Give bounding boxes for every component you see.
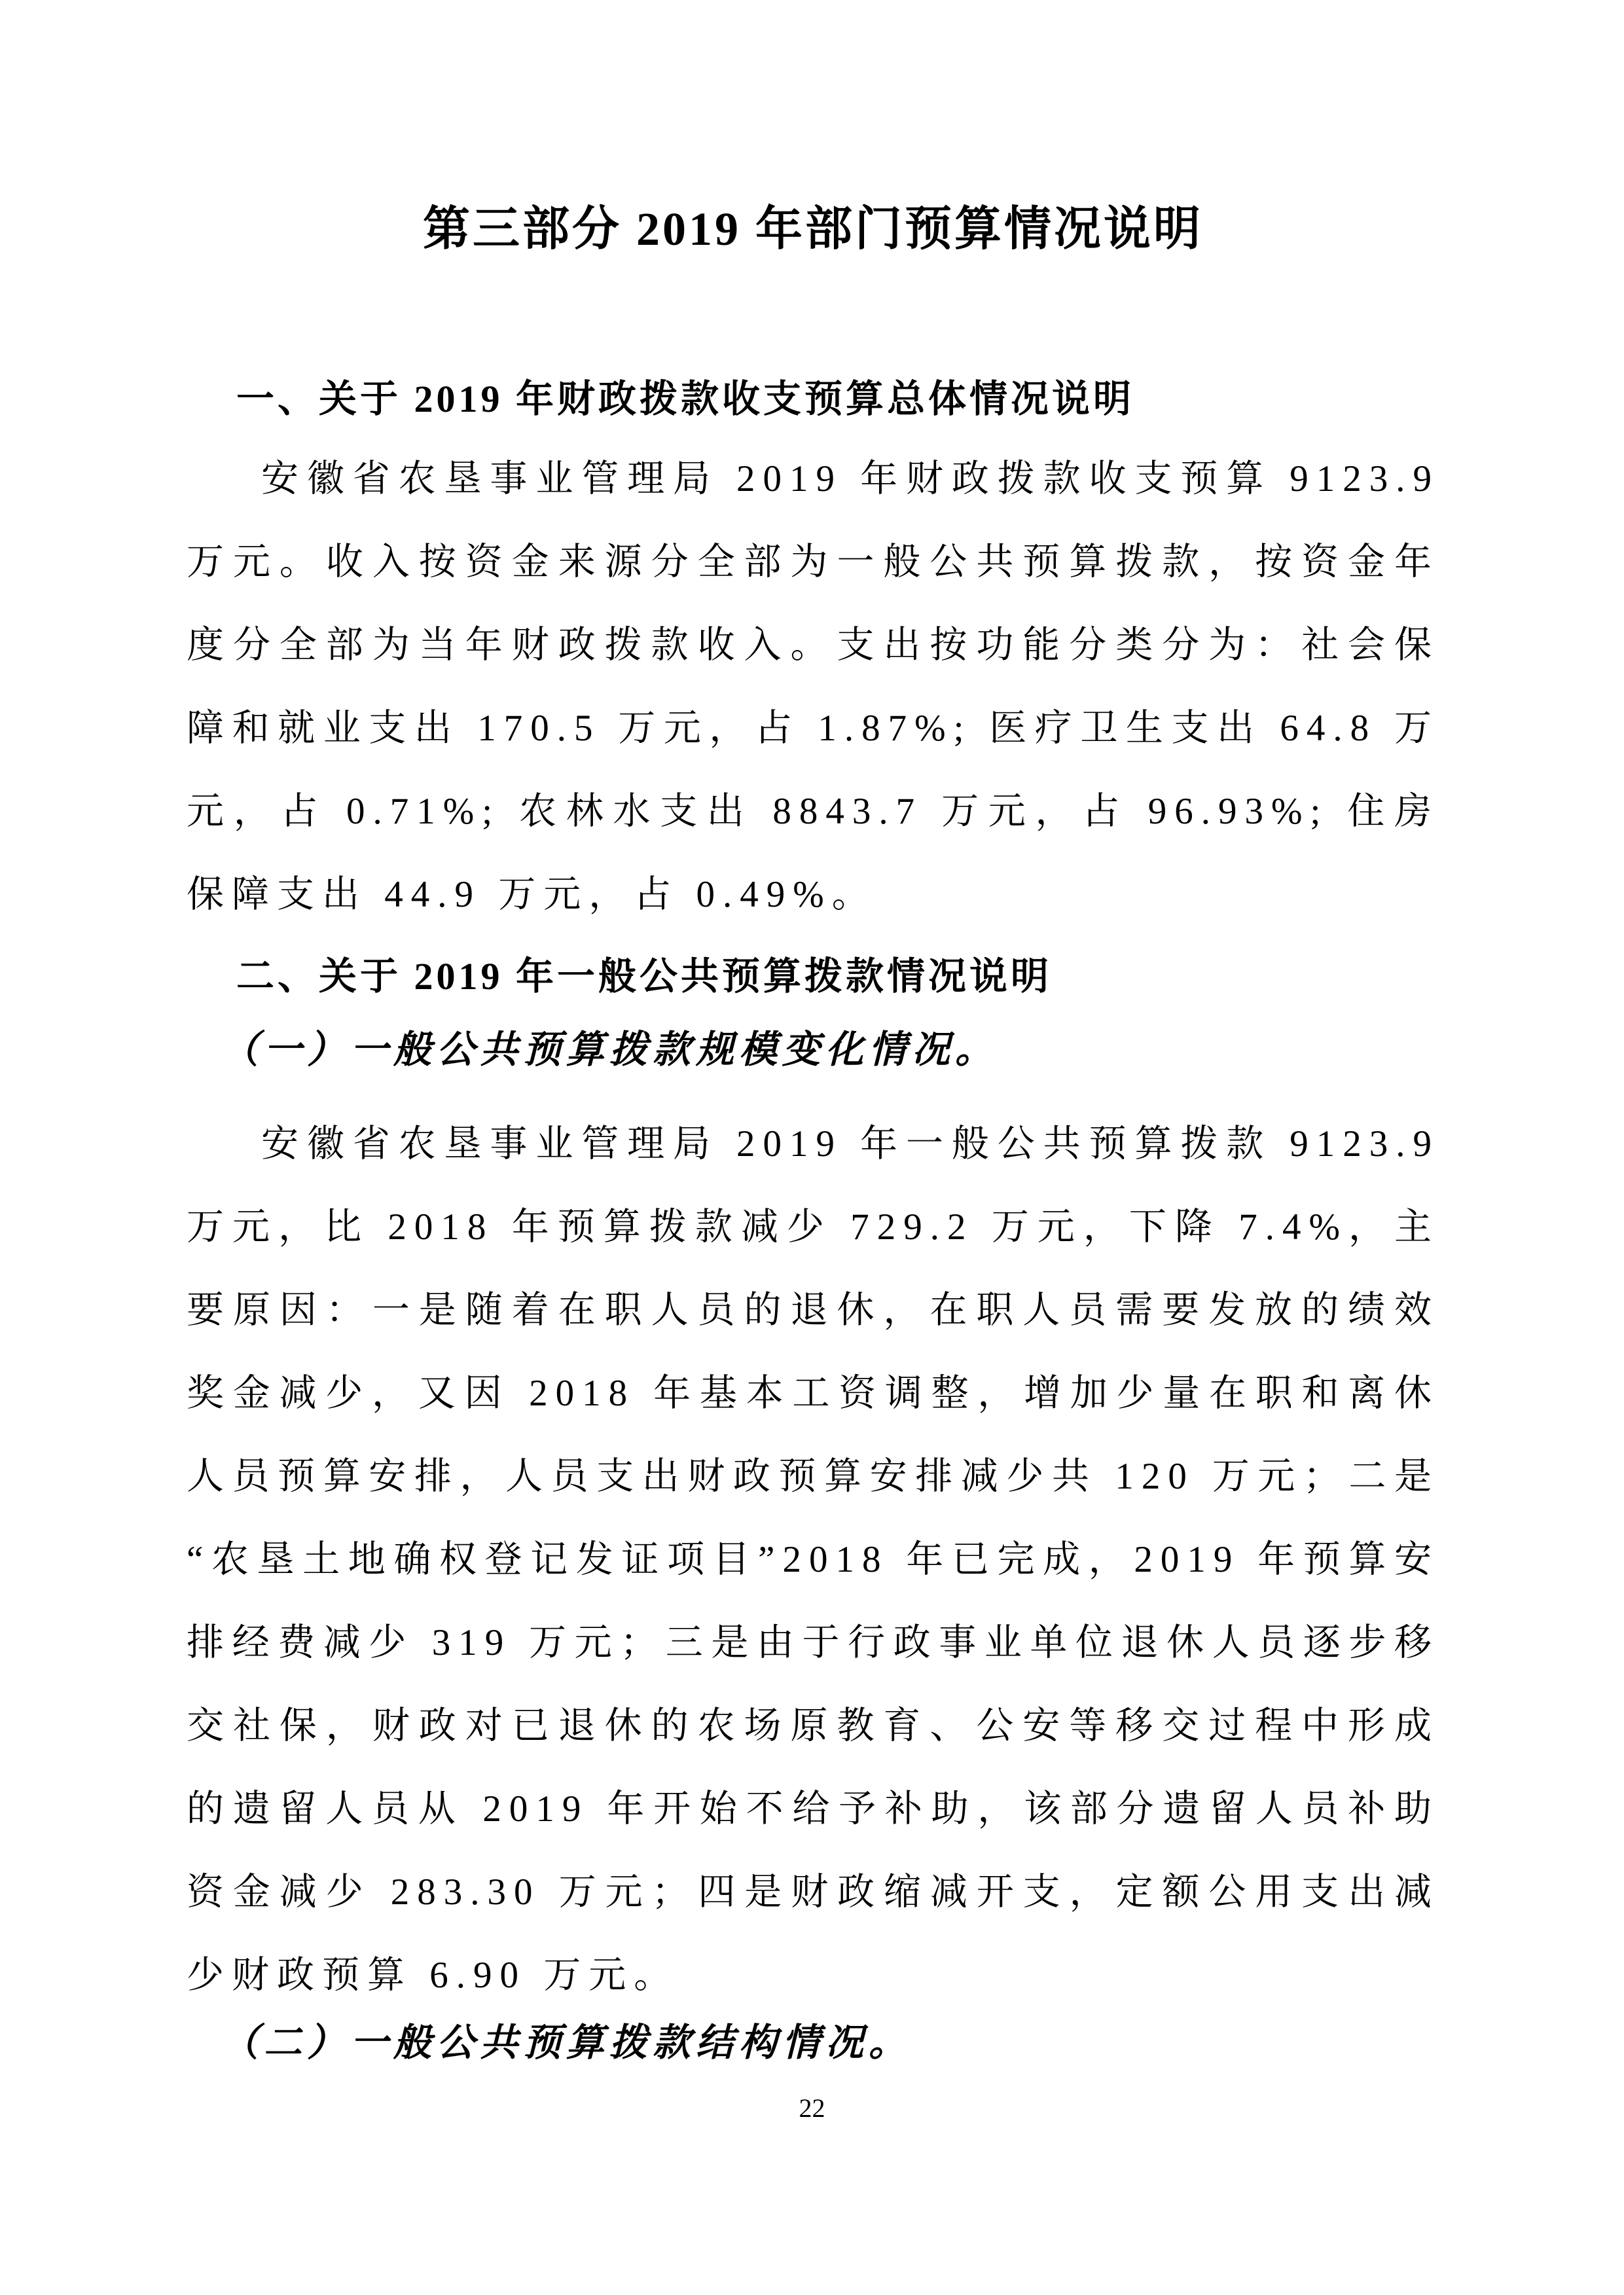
paragraph-1: 安徽省农垦事业管理局 2019 年财政拨款收支预算 9123.9 万元。收入按资金来源分全部为一般公共预算拨款，按资金年度分全部为当年财政拨款收入。支出按功能分类分为：社会保障和就业支出 170.5 万元，占 1.87%; 医疗卫生支出 64.8 万元，占 0.71%; 农林水支出 8843.7 万元，占 96.93%; 住房保障支出 44.9 万元，占 0.49%。 [187, 458, 1439, 915]
page-number: 22 [799, 2093, 825, 2123]
subsection-heading-2: （二）一般公共预算拨款结构情况。 [221, 2021, 912, 2064]
section-heading-1: 一、关于 2019 年财政拨款收支预算总体情况说明 [236, 378, 1135, 420]
paragraph-2: 安徽省农垦事业管理局 2019 年一般公共预算拨款 9123.9 万元，比 2018 年预算拨款减少 729.2 万元，下降 7.4%，主要原因：一是随着在职人员的退休，在职人员需要发放的绩效奖金减少，又因 2018 年基本工资调整，增加少量在职和离休人员预算安排，人员支出财政预算安排减少共 120 万元；二是“农垦土地确权登记发证项目”2018 年已完成，2019 年预算安排经费减少 319 万元；三是由于行政事业单位退休人员逐步移交社保，财政对已退休的农场原教育、公安等移交过程中形成的遗留人员从 2019 年开始不给予补助，该部分遗留人员补助资金减少 283.30 万元；四是财政缩减开支，定额公用支出减少财政预算 6.90 万元。 [187, 1123, 1439, 1996]
section-heading-2: 二、关于 2019 年一般公共预算拨款情况说明 [236, 955, 1053, 998]
subsection-heading-1: （一）一般公共预算拨款规模变化情况。 [221, 1028, 999, 1071]
document-title: 第三部分 2019 年部门预算情况说明 [422, 203, 1203, 255]
